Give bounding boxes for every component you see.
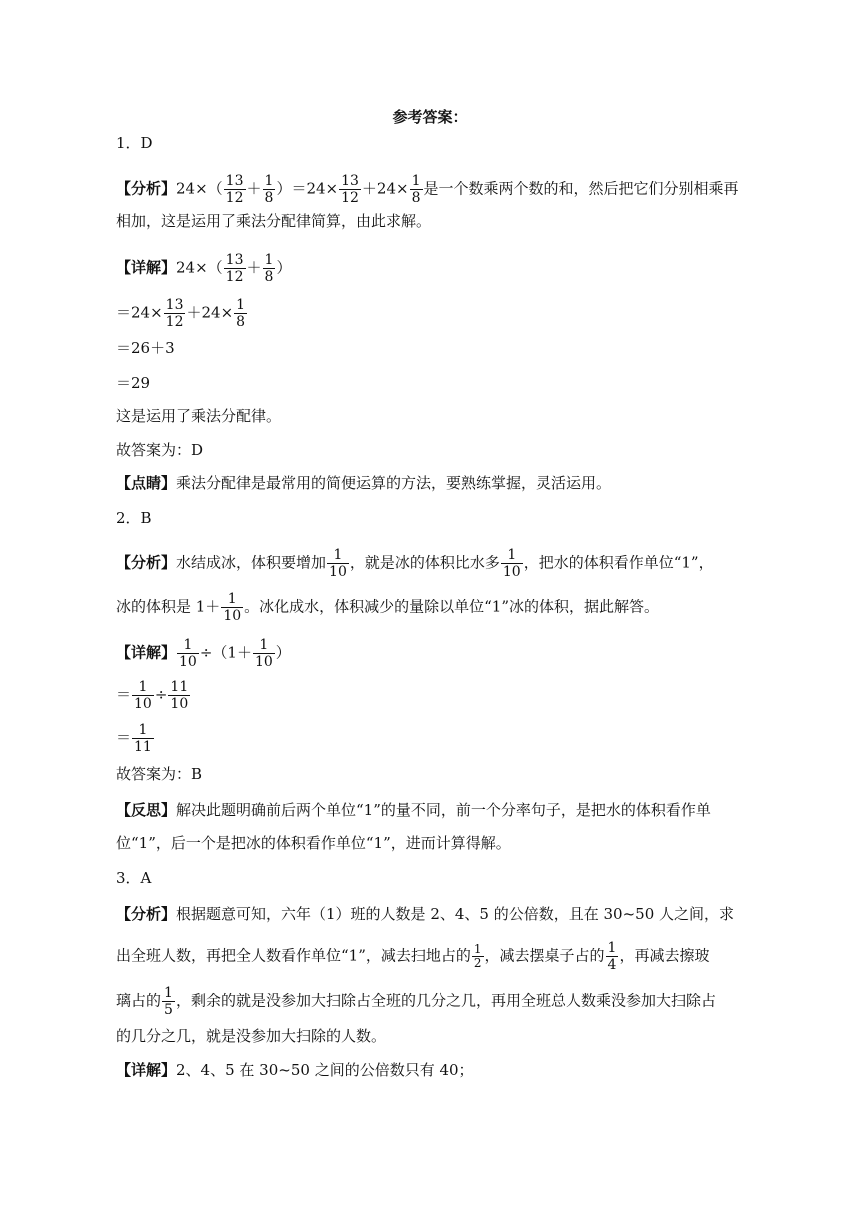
q2-reflect-line2: 位“1”，后一个是把冰的体积看作单位“1”，进而计算得解。	[116, 834, 511, 852]
q3-analysis-line4: 的几分之几，就是没参加大扫除的人数。	[116, 1027, 387, 1045]
q1-detail-line1: 【详解】24×（ $\frac{13}{12}$ ＋ $\frac{1}{8}$ ）	[116, 252, 292, 285]
fraction: $\frac{1}{10}$	[134, 679, 152, 712]
q1-answer: 1．D	[116, 134, 153, 152]
detail-tag: 【详解】	[116, 258, 177, 277]
q2-analysis-line2: 冰的体积是 1＋ $\frac{1}{10}$ 。冰化成水，体积减少的量除以单位“1”冰的体积，据此解答。	[116, 591, 660, 624]
q1-analysis-line1: 【分析】24×（ $\frac{13}{12}$ ＋ $\frac{1}{8}$ ）＝24× $\frac{13}{12}$ ＋24× $\frac{1}{8}$ 是一个数乘两个数的和，然后把它们分别相乘再	[116, 173, 739, 206]
q3-detail-line1: 【详解】2、4、5 在 30~50 之间的公倍数只有 40；	[116, 1061, 474, 1079]
fraction: $\frac{13}{12}$	[225, 173, 244, 206]
fraction: $\frac{1}{4}$	[607, 940, 617, 973]
q1-analysis-line2: 相加，这是运用了乘法分配律简算，由此求解。	[116, 212, 432, 230]
q2-detail-line2: ＝ $\frac{1}{10}$ ÷ $\frac{11}{10}$	[116, 679, 189, 712]
fraction: $\frac{11}{10}$	[170, 679, 189, 712]
q3-analysis-line1: 【分析】根据题意可知，六年（1）班的人数是 2、4、5 的公倍数，且在 30~50 人之间，求	[116, 905, 735, 923]
q2-detail-line3: ＝ $\frac{1}{11}$	[116, 722, 152, 755]
q1-detail-line3: ＝26＋3	[116, 339, 175, 357]
analysis-tag: 【分析】	[116, 179, 177, 198]
detail-tag: 【详解】	[116, 1061, 177, 1079]
fraction: $\frac{13}{12}$	[165, 297, 184, 330]
q2-detail-line1: 【详解】 $\frac{1}{10}$ ÷（1＋ $\frac{1}{10}$ ）	[116, 637, 291, 670]
analysis-tag: 【分析】	[116, 553, 177, 572]
fraction: $\frac{1}{10}$	[179, 637, 197, 670]
fraction: $\frac{1}{5}$	[164, 985, 173, 1018]
q2-reflect-line1: 【反思】解决此题明确前后两个单位“1”的量不同，前一个分率句子，是把水的体积看作单	[116, 801, 711, 819]
fraction: $\frac{1}{8}$	[264, 173, 274, 206]
q1-detail-line2: ＝24× $\frac{13}{12}$ ＋24× $\frac{1}{8}$	[116, 297, 246, 330]
comment-tag: 【点睛】	[116, 474, 177, 492]
page-title: 参考答案：	[392, 108, 468, 126]
fraction: $\frac{1}{10}$	[502, 547, 521, 580]
q2-final: 故答案为：B	[116, 765, 203, 783]
analysis-tag: 【分析】	[116, 905, 177, 923]
q3-analysis-line3: 璃占的 $\frac{1}{5}$ ，剩余的就是没参加大扫除占全班的几分之几，再用全班总人数乘没参加大扫除占	[116, 985, 716, 1018]
fraction: $\frac{1}{8}$	[236, 297, 246, 330]
q1-comment: 【点睛】乘法分配律是最常用的简便运算的方法，要熟练掌握，灵活运用。	[116, 474, 612, 492]
fraction: $\frac{1}{11}$	[134, 722, 152, 755]
reflect-tag: 【反思】	[116, 801, 177, 819]
fraction: $\frac{1}{10}$	[223, 591, 242, 624]
fraction: $\frac{1}{10}$	[329, 547, 347, 580]
fraction: $\frac{1}{8}$	[411, 173, 421, 206]
q2-answer: 2．B	[116, 509, 152, 527]
q1-note: 这是运用了乘法分配律。	[116, 407, 282, 425]
q3-answer: 3．A	[116, 869, 152, 887]
fraction: $\frac{13}{12}$	[225, 252, 244, 285]
fraction: $\frac{13}{12}$	[341, 173, 359, 206]
fraction: $\frac{1}{10}$	[254, 637, 273, 670]
q2-analysis-line1: 【分析】水结成冰，体积要增加 $\frac{1}{10}$ ，就是冰的体积比水多 $\frac{1}{10}$ ，把水的体积看作单位“1”，	[116, 547, 714, 580]
q1-detail-line4: ＝29	[116, 374, 151, 392]
q1-final: 故答案为：D	[116, 441, 204, 459]
q3-analysis-line2: 出全班人数，再把全人数看作单位“1”，减去扫地占的 $\frac{1}{2}$ ，减去摆桌子占的 $\frac{1}{4}$ ，再减去擦玻	[116, 940, 710, 973]
fraction: $\frac{1}{2}$	[473, 942, 482, 970]
detail-tag: 【详解】	[116, 643, 177, 662]
fraction: $\frac{1}{8}$	[264, 252, 274, 285]
